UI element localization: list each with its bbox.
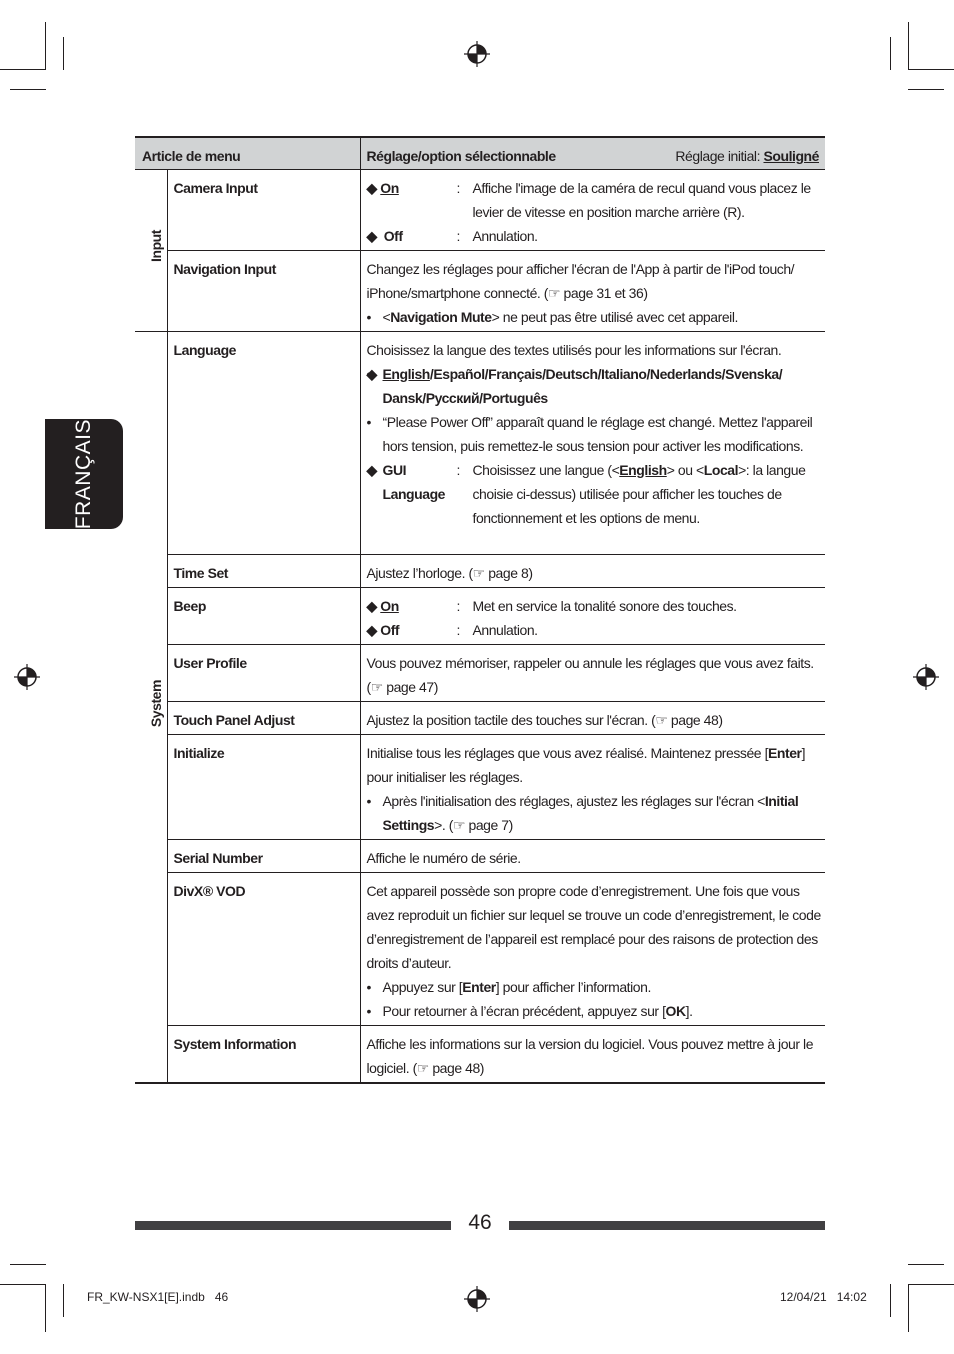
crop-mark xyxy=(45,1284,46,1332)
diamond-icon: • ◆ xyxy=(366,365,377,382)
table-row xyxy=(135,701,825,734)
item-serial-number: Serial Number xyxy=(167,839,360,872)
text: Initialise tous les réglages que vous avez réalisé. Maintenez pressée [ xyxy=(366,744,769,761)
footer-date: 12/04/21 14:02 xyxy=(780,1290,867,1304)
item-divx-vod: DivX® VOD xyxy=(167,872,360,1025)
crop-mark xyxy=(908,1264,944,1265)
option-gui-language: GUI Language xyxy=(382,461,446,502)
text: Appuyez sur [ xyxy=(382,978,463,995)
page-number: 46 xyxy=(468,1211,492,1234)
setting-user-profile: Vous pouvez mémoriser, rappeler ou annule les réglages que vous avez faits. (☞ page 47) xyxy=(360,644,825,701)
crop-mark xyxy=(45,22,46,70)
text: > ou < xyxy=(666,461,704,478)
colon: : xyxy=(456,227,460,244)
text: ] pour afficher l’information. xyxy=(495,978,651,995)
table-row xyxy=(135,554,825,587)
option-row xyxy=(367,176,822,224)
header-option-label: Réglage/option sélectionnable xyxy=(366,148,556,164)
page-bar-left xyxy=(135,1221,451,1230)
header-initial-label: Réglage initial: xyxy=(675,148,761,164)
text: < xyxy=(382,308,391,325)
table-row xyxy=(135,644,825,701)
setting-system-information: Affiche les informations sur la version du logiciel. Vous pouvez mettre à jour le logiciel. (☞ page 48) xyxy=(360,1025,825,1083)
option-description: Annulation. xyxy=(472,227,538,244)
diamond-icon: ◆ xyxy=(366,597,377,614)
table-row xyxy=(135,1025,825,1083)
setting-initialize xyxy=(360,734,825,839)
text: >. (☞ page 7) xyxy=(434,816,513,833)
registration-mark-icon xyxy=(464,41,490,67)
setting-serial-number: Affiche le numéro de série. xyxy=(360,839,825,872)
language-side-tab xyxy=(45,419,123,529)
item-initialize: Initialize xyxy=(167,734,360,839)
bullet-item xyxy=(367,305,822,329)
crop-mark xyxy=(908,22,909,70)
option-list: /Español/Français/Deutsch/Italiano/Nederlands/Svenska/ Dansk/Русский/Português xyxy=(382,365,783,406)
crop-mark xyxy=(908,89,944,90)
setting-description xyxy=(367,741,822,789)
group-label-input: Input xyxy=(148,229,164,262)
setting-time-set: Ajustez l’horloge. (☞ page 8) xyxy=(360,554,825,587)
crop-mark xyxy=(10,1264,46,1265)
bullet-item: • “Please Power Off” apparaît quand le réglage est changé. Mettez l'appareil hors tension, puis remettez-le sous tension pour activer les modifications. xyxy=(367,410,822,458)
crop-mark xyxy=(890,37,891,70)
table-header xyxy=(135,137,825,169)
setting-navigation-input xyxy=(360,250,825,331)
colon: : xyxy=(456,621,460,638)
option-on: On xyxy=(380,597,399,614)
text: ] pour initialiser les réglages. xyxy=(366,744,806,785)
language-side-tab-label: FRANÇAIS xyxy=(72,418,95,530)
diamond-icon: ◆ xyxy=(366,227,377,244)
item-navigation-input: Navigation Input xyxy=(167,250,360,331)
crop-mark xyxy=(63,1284,64,1317)
bullet-item xyxy=(367,975,822,999)
option-off: Off xyxy=(380,621,400,638)
option-on: On xyxy=(380,179,399,196)
crop-mark xyxy=(0,1284,46,1285)
header-menu-item: Article de menu xyxy=(135,137,360,169)
colon: : xyxy=(456,179,460,196)
table-row xyxy=(135,839,825,872)
table-row xyxy=(135,331,825,554)
item-touch-panel-adjust: Touch Panel Adjust xyxy=(167,701,360,734)
crop-mark xyxy=(0,69,46,70)
page-bar-right xyxy=(509,1221,825,1230)
colon: : xyxy=(456,597,460,614)
bullet-item xyxy=(367,789,822,837)
text: Choisissez une langue (< xyxy=(472,461,620,478)
text: ]. xyxy=(685,1002,693,1019)
text-bold: Enter xyxy=(768,744,802,761)
item-language: Language xyxy=(167,331,360,554)
item-camera-input: Camera Input xyxy=(167,169,360,250)
crop-mark xyxy=(890,1284,891,1317)
text-bold: Navigation Mute xyxy=(390,308,492,325)
table-row xyxy=(135,734,825,839)
setting-description: Choisissez la langue des textes utilisés pour les informations sur l'écran. xyxy=(366,341,782,358)
menu-settings-table xyxy=(135,136,825,1084)
option-default: English xyxy=(382,365,430,382)
bullet-item xyxy=(367,999,822,1023)
option-row xyxy=(367,224,822,248)
option-row xyxy=(367,458,822,530)
language-options xyxy=(367,362,822,410)
registration-mark-icon xyxy=(464,1286,490,1312)
setting-description: Changez les réglages pour afficher l'écran de l'App à partir de l'iPod touch/ iPhone/smartphone connecté. (☞ page 31 et 36) xyxy=(366,260,795,301)
diamond-icon: ◆ xyxy=(366,621,377,638)
diamond-icon: ◆ xyxy=(366,179,377,196)
text-bold: OK xyxy=(665,1002,686,1019)
text: Pour retourner à l’écran précédent, appuyez sur [ xyxy=(382,1002,666,1019)
header-initial-value: Souligné xyxy=(763,148,819,164)
text: Après l'initialisation des réglages, ajustez les réglages sur l'écran < xyxy=(382,792,765,809)
text: >: la langue choisie ci-dessus) utilisée pour afficher les touches de fonctionnement et les options de menu. xyxy=(472,461,806,526)
text-bold: Enter xyxy=(462,978,496,995)
option-off: Off xyxy=(383,227,403,244)
table-row xyxy=(135,169,825,250)
setting-description: Cet appareil possède son propre code d’enregistrement. Une fois que vous avez reproduit un fichier sur lequel se trouve un code d’enregistrement, le code d’enregistrement de l’appareil est remplacé pour des raisons de protection des droits d’auteur. xyxy=(366,882,821,971)
item-beep: Beep xyxy=(167,587,360,644)
table-row xyxy=(135,587,825,644)
diamond-icon: ◆ xyxy=(366,461,377,478)
group-system xyxy=(135,331,167,1083)
group-input xyxy=(135,169,167,331)
setting-beep xyxy=(360,587,825,644)
crop-mark xyxy=(908,69,954,70)
crop-mark xyxy=(63,37,64,70)
option-description: Annulation. xyxy=(472,621,538,638)
colon: : xyxy=(456,461,460,478)
item-system-information: System Information xyxy=(167,1025,360,1083)
registration-mark-icon xyxy=(913,664,939,690)
table-row xyxy=(135,872,825,1025)
crop-mark xyxy=(908,1284,954,1285)
setting-camera-input xyxy=(360,169,825,250)
text-bold: Local xyxy=(703,461,739,478)
setting-language xyxy=(360,331,825,554)
header-option xyxy=(360,137,825,169)
text: > ne peut pas être utilisé avec cet appareil. xyxy=(491,308,738,325)
item-time-set: Time Set xyxy=(167,554,360,587)
footer-file: FR_KW-NSX1[E].indb 46 xyxy=(87,1290,229,1304)
option-description xyxy=(473,458,822,530)
crop-mark xyxy=(908,1284,909,1332)
table-row xyxy=(135,250,825,331)
setting-touch-panel-adjust: Ajustez la position tactile des touches sur l'écran. (☞ page 48) xyxy=(360,701,825,734)
group-label-system: System xyxy=(148,679,164,727)
header-initial-setting xyxy=(675,144,819,168)
text-bold: Initial Settings xyxy=(382,792,799,833)
option-description: Met en service la tonalité sonore des touches. xyxy=(472,597,737,614)
option-row xyxy=(367,594,822,618)
text-bold: English xyxy=(619,461,667,478)
option-description: Affiche l'image de la caméra de recul quand vous placez le levier de vitesse en position marche arrière (R). xyxy=(472,179,811,220)
setting-divx-vod xyxy=(360,872,825,1025)
option-row xyxy=(367,618,822,642)
item-user-profile: User Profile xyxy=(167,644,360,701)
registration-mark-icon xyxy=(14,664,40,690)
crop-mark xyxy=(10,89,46,90)
